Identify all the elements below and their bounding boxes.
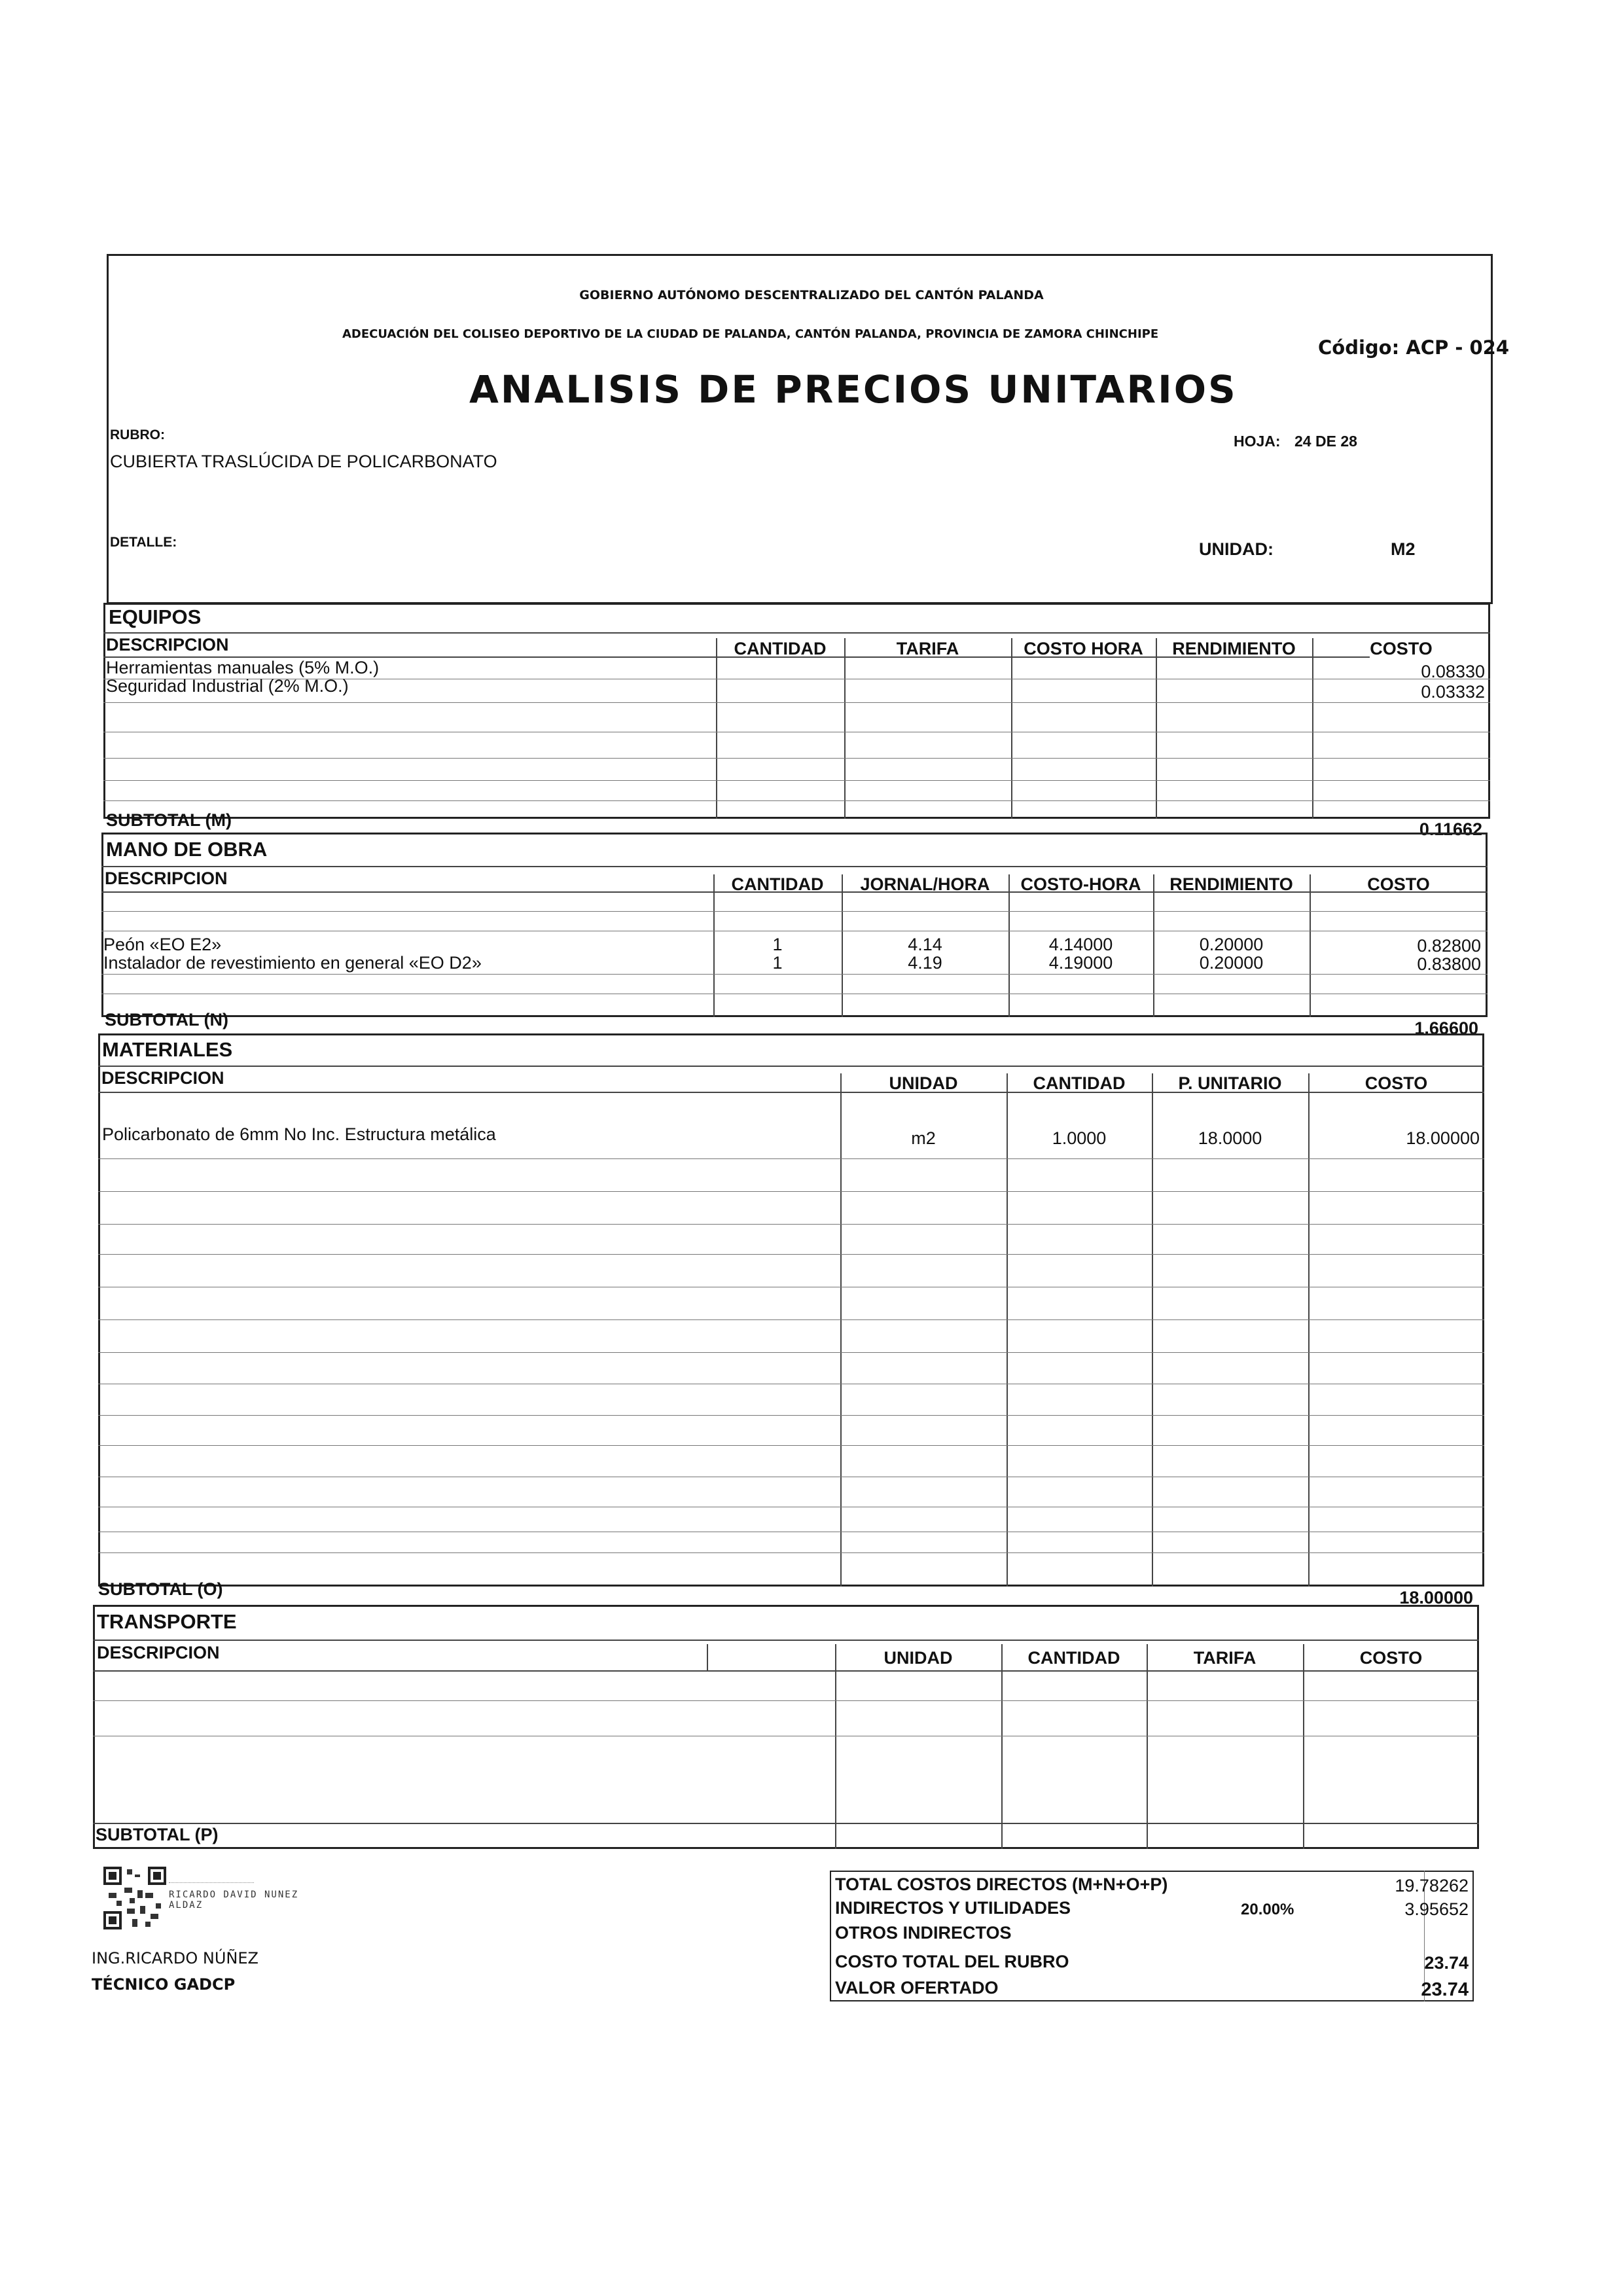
materiales-frame [98, 1033, 1484, 1587]
equipos-row-2-desc: Seguridad Industrial (2% M.O.) [106, 676, 349, 696]
transporte-frame [93, 1605, 1479, 1849]
mano-obra-row-1-jornal: 4.14 [908, 935, 942, 954]
materiales-title: MATERIALES [102, 1038, 233, 1061]
mano-obra-row-2-jornal: 4.19 [908, 953, 942, 973]
indirectos-label: INDIRECTOS Y UTILIDADES [835, 1898, 1071, 1918]
mano-obra-col-costo-hora: COSTO-HORA [1020, 874, 1141, 894]
transporte-subtotal-label: SUBTOTAL (P) [96, 1825, 219, 1844]
costo-total-label: COSTO TOTAL DEL RUBRO [835, 1952, 1069, 1971]
materiales-row-1-unidad: m2 [911, 1128, 936, 1148]
equipos-frame [103, 603, 1490, 819]
mano-obra-title: MANO DE OBRA [106, 838, 268, 861]
mano-obra-row-2-desc: Instalador de revestimiento en general «EO D2» [103, 953, 482, 973]
materiales-col-p-unitario: P. UNITARIO [1178, 1073, 1282, 1093]
transporte-title: TRANSPORTE [97, 1610, 237, 1633]
mano-obra-subtotal-label: SUBTOTAL (N) [105, 1010, 228, 1030]
materiales-col-descripcion: DESCRIPCION [101, 1068, 224, 1088]
project-name: ADECUACIÓN DEL COLISEO DEPORTIVO DE LA CIUDAD DE PALANDA, CANTÓN PALANDA, PROVINCIA DE ZAMORA CHINCHIPE [342, 327, 1159, 341]
materiales-row-1-costo: 18.00000 [1406, 1128, 1480, 1148]
indirectos-value: 3.95652 [1404, 1899, 1469, 1919]
mano-obra-col-descripcion: DESCRIPCION [105, 869, 228, 888]
mano-obra-col-costo: COSTO [1367, 874, 1430, 894]
mano-obra-frame [101, 833, 1488, 1017]
costo-total-value: 23.74 [1424, 1953, 1469, 1973]
equipos-subtotal-value: 0.11662 [1419, 819, 1482, 839]
mano-obra-row-2-cantidad: 1 [772, 953, 783, 973]
mano-obra-row-2-rendimiento: 0.20000 [1199, 953, 1264, 973]
mano-obra-row-1-rendimiento: 0.20000 [1199, 935, 1264, 954]
unidad-value: M2 [1391, 539, 1416, 559]
mano-obra-row-1-costo: 0.82800 [1417, 936, 1481, 956]
equipos-col-costo: COSTO [1370, 639, 1433, 658]
materiales-col-costo: COSTO [1364, 1073, 1428, 1093]
transporte-col-tarifa: TARIFA [1193, 1648, 1257, 1668]
equipos-col-costo-hora: COSTO HORA [1024, 639, 1143, 658]
rubro-label: RUBRO: [110, 427, 165, 442]
signer-name: ING.RICARDO NÚÑEZ [92, 1949, 259, 1967]
materiales-subtotal-value: 18.00000 [1399, 1588, 1473, 1607]
qr-code-icon [103, 1867, 166, 1929]
materiales-row-1-desc: Policarbonato de 6mm No Inc. Estructura metálica [102, 1124, 496, 1144]
equipos-subtotal-label: SUBTOTAL (M) [106, 810, 232, 830]
equipos-col-tarifa: TARIFA [896, 639, 959, 658]
materiales-row-1-cantidad: 1.0000 [1052, 1128, 1107, 1148]
org-name: GOBIERNO AUTÓNOMO DESCENTRALIZADO DEL CANTÓN PALANDA [579, 288, 1044, 302]
equipos-row-2-costo: 0.03332 [1421, 682, 1485, 702]
mano-obra-row-1-cantidad: 1 [772, 935, 783, 954]
transporte-col-cantidad: CANTIDAD [1027, 1648, 1120, 1668]
hoja-label: HOJA: [1234, 433, 1281, 450]
transporte-col-unidad: UNIDAD [883, 1648, 953, 1668]
detalle-label: DETALLE: [110, 535, 177, 550]
transporte-col-costo: COSTO [1359, 1648, 1423, 1668]
mano-obra-row-2-costo-hora: 4.19000 [1048, 953, 1113, 973]
transporte-col-descripcion: DESCRIPCION [97, 1643, 220, 1662]
rubro-value: CUBIERTA TRASLÚCIDA DE POLICARBONATO [110, 452, 497, 471]
mano-obra-col-cantidad: CANTIDAD [731, 874, 824, 894]
qr-code-stamp [103, 1867, 166, 1929]
valor-ofertado-label: VALOR OFERTADO [835, 1978, 999, 1998]
mano-obra-row-1-desc: Peón «EO E2» [103, 935, 222, 954]
stamp-text-1: RICARDO DAVID NUNEZ [169, 1890, 299, 1900]
otros-indirectos-label: OTROS INDIRECTOS [835, 1923, 1012, 1943]
mano-obra-col-jornal: JORNAL/HORA [860, 874, 990, 894]
equipos-col-rendimiento: RENDIMIENTO [1172, 639, 1296, 658]
equipos-row-1-desc: Herramientas manuales (5% M.O.) [106, 658, 380, 677]
total-directos-label: TOTAL COSTOS DIRECTOS (M+N+O+P) [835, 1874, 1168, 1894]
mano-obra-row-2-costo: 0.83800 [1417, 954, 1481, 974]
mano-obra-subtotal-value: 1.66600 [1414, 1018, 1478, 1038]
valor-ofertado-value: 23.74 [1421, 1979, 1469, 2000]
indirectos-percent: 20.00% [1241, 1901, 1294, 1918]
document-code: Código: ACP - 024 [1318, 336, 1510, 359]
page-title: ANALISIS DE PRECIOS UNITARIOS [469, 367, 1238, 412]
stamp-text-2: ALDAZ [169, 1900, 204, 1910]
equipos-row-1-costo: 0.08330 [1421, 662, 1485, 681]
equipos-col-cantidad: CANTIDAD [734, 639, 827, 658]
total-directos-value: 19.78262 [1395, 1876, 1469, 1895]
materiales-subtotal-label: SUBTOTAL (O) [98, 1579, 223, 1599]
equipos-title: EQUIPOS [109, 605, 202, 628]
materiales-col-cantidad: CANTIDAD [1033, 1073, 1126, 1093]
header-frame [107, 254, 1493, 604]
materiales-row-1-p-unitario: 18.0000 [1198, 1128, 1262, 1148]
materiales-col-unidad: UNIDAD [889, 1073, 958, 1093]
hoja-value: 24 DE 28 [1294, 433, 1357, 450]
mano-obra-col-rendimiento: RENDIMIENTO [1169, 874, 1293, 894]
unidad-label: UNIDAD: [1199, 539, 1274, 559]
mano-obra-row-1-costo-hora: 4.14000 [1048, 935, 1113, 954]
signer-role: TÉCNICO GADCP [92, 1975, 236, 1994]
equipos-col-descripcion: DESCRIPCION [106, 635, 229, 655]
